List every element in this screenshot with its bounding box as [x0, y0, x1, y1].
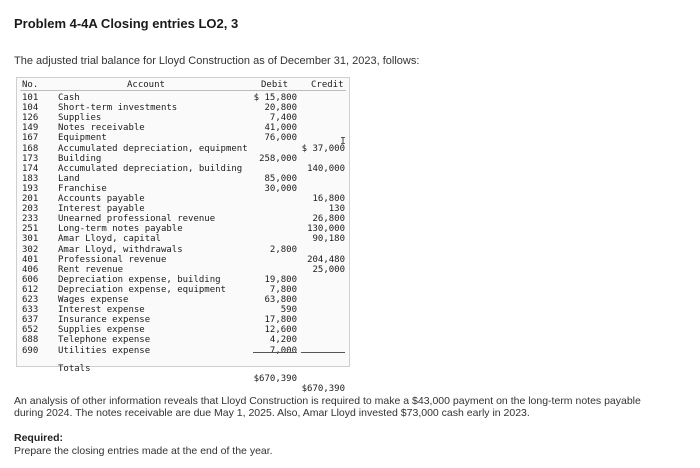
account-number: 168: [22, 143, 39, 154]
table-row: [17, 144, 349, 154]
account-name: Short-term investments: [58, 103, 178, 114]
account-name: Utilities expense: [58, 345, 151, 356]
account-name: Equipment: [58, 133, 107, 144]
account-name: Land: [58, 173, 80, 184]
problem-intro: The adjusted trial balance for Lloyd Construction as of December 31, 2023, follows:: [14, 55, 420, 67]
credit-amount: 130: [328, 204, 345, 215]
debit-amount: 85,000: [264, 173, 297, 184]
account-number: 201: [22, 194, 39, 204]
account-number: 203: [22, 204, 39, 215]
table-row: [17, 275, 349, 285]
account-name: Depreciation expense, equipment: [58, 284, 226, 295]
debit-amount: 41,000: [264, 123, 297, 134]
account-name: Long-term notes payable: [58, 224, 183, 235]
account-number: 251: [22, 224, 39, 235]
credit-amount: $ 37,000: [301, 143, 345, 154]
required-text: Prepare the closing entries made at the end of the year.: [14, 445, 273, 457]
account-name: Accumulated depreciation, equipment: [58, 143, 248, 154]
account-number: 688: [22, 335, 39, 346]
account-name: Telephone expense: [58, 335, 151, 346]
table-row: [17, 234, 349, 244]
account-name: Franchise: [58, 183, 107, 194]
account-name: Building: [58, 153, 102, 164]
account-number: 174: [22, 163, 39, 174]
account-number: 637: [22, 315, 39, 326]
table-row: [17, 123, 349, 133]
table-row: [17, 285, 349, 295]
analysis-paragraph: An analysis of other information reveals that Lloyd Construction is required to make a $43,000 payment on the long-term notes payable during 2024. The notes receivable are due May 1, 2025. Also, Amar Lloyd invested $73,000 cash early in 2023.: [14, 395, 641, 419]
table-row: [17, 194, 349, 204]
debit-amount: 17,800: [264, 315, 297, 326]
totals-label: Totals: [58, 364, 91, 374]
account-number: 183: [22, 173, 39, 184]
account-number: 101: [22, 93, 39, 103]
table-row: [17, 295, 349, 305]
table-row: [17, 255, 349, 265]
credit-amount: 204,480: [307, 254, 345, 265]
header-credit: Credit: [311, 80, 344, 90]
account-number: 612: [22, 284, 39, 295]
table-row: [17, 214, 349, 224]
debit-amount: 30,000: [264, 183, 297, 194]
account-number: 633: [22, 305, 39, 316]
table-row: [17, 103, 349, 113]
account-name: Unearned professional revenue: [58, 214, 216, 225]
account-number: 104: [22, 103, 39, 114]
account-number: 149: [22, 123, 39, 134]
credit-amount: 25,000: [312, 264, 345, 275]
debit-amount: 19,800: [264, 274, 297, 285]
account-name: Amar Lloyd, withdrawals: [58, 244, 183, 255]
totals-row: [17, 354, 349, 394]
table-row: [17, 113, 349, 123]
table-row: [17, 305, 349, 315]
debit-amount: 7,400: [269, 113, 297, 124]
account-name: Amar Lloyd, capital: [58, 234, 161, 245]
account-number: 406: [22, 264, 39, 275]
account-number: 623: [22, 295, 39, 305]
account-number: 126: [22, 113, 39, 124]
table-row: [17, 335, 349, 345]
account-number: 233: [22, 214, 39, 225]
account-name: Notes receivable: [58, 123, 145, 134]
account-name: Accumulated depreciation, building: [58, 163, 243, 174]
account-name: Professional revenue: [58, 254, 167, 265]
account-name: Depreciation expense, building: [58, 274, 221, 285]
table-row: [17, 133, 349, 143]
account-number: 690: [22, 345, 39, 356]
table-row: [17, 315, 349, 325]
debit-amount: $ 15,800: [253, 93, 297, 103]
account-name: Accounts payable: [58, 194, 145, 204]
account-name: Interest expense: [58, 305, 145, 316]
account-name: Supplies expense: [58, 325, 145, 336]
account-number: 302: [22, 244, 39, 255]
table-row: [17, 184, 349, 194]
table-row: [17, 164, 349, 174]
credit-amount: 90,180: [312, 234, 345, 245]
table-row: [17, 325, 349, 335]
credit-amount: 26,800: [312, 214, 345, 225]
text-cursor-icon: I: [340, 136, 347, 147]
account-number: 173: [22, 153, 39, 164]
credit-amount: 140,000: [307, 163, 345, 174]
debit-amount: 12,600: [264, 325, 297, 336]
account-name: Supplies: [58, 113, 102, 124]
trial-balance-table: [16, 77, 350, 394]
required-label: Required:: [14, 432, 64, 444]
totals-credit: $670,390: [301, 384, 345, 394]
account-number: 606: [22, 274, 39, 285]
header-account: Account: [127, 80, 165, 90]
account-number: 652: [22, 325, 39, 336]
account-number: 167: [22, 133, 39, 144]
debit-amount: 4,200: [269, 335, 297, 346]
header-divider: [20, 90, 346, 91]
table-row: [17, 154, 349, 164]
problem-title: Problem 4-4A Closing entries LO2, 3: [14, 16, 239, 31]
table-row: [17, 265, 349, 275]
account-name: Interest payable: [58, 204, 145, 215]
debit-amount: 590: [280, 305, 297, 316]
table-row: [17, 174, 349, 184]
debit-amount: 20,800: [264, 103, 297, 114]
debit-amount: 258,000: [259, 153, 297, 164]
debit-total-rule: [253, 352, 297, 353]
debit-amount: 63,800: [264, 295, 297, 305]
account-name: Wages expense: [58, 295, 129, 305]
table-row: [17, 245, 349, 255]
table-row: [17, 93, 349, 103]
account-number: 301: [22, 234, 39, 245]
header-no: No.: [22, 80, 39, 90]
header-debit: Debit: [261, 80, 289, 90]
account-name: Rent revenue: [58, 264, 124, 275]
table-row: [17, 204, 349, 214]
credit-amount: 130,000: [307, 224, 345, 235]
credit-amount: 16,800: [312, 194, 345, 204]
account-name: Cash: [58, 93, 80, 103]
table-row: [17, 224, 349, 234]
credit-total-rule: [301, 352, 345, 353]
account-number: 193: [22, 183, 39, 194]
account-number: 401: [22, 254, 39, 265]
debit-amount: 2,800: [269, 244, 297, 255]
debit-amount: 76,000: [264, 133, 297, 144]
account-name: Insurance expense: [58, 315, 151, 326]
debit-amount: 7,800: [269, 284, 297, 295]
debit-amount: 7,000: [269, 345, 297, 356]
totals-debit: $670,390: [253, 374, 297, 384]
